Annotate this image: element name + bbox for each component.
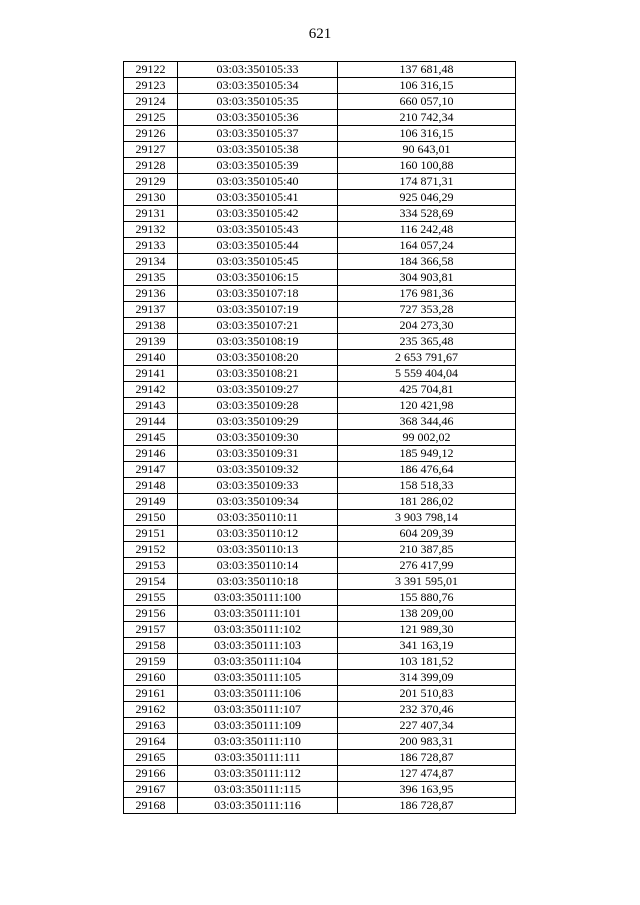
cadastral-number-cell: 03:03:350110:14 [178, 558, 338, 574]
value-cell: 127 474,87 [338, 766, 516, 782]
value-cell: 138 209,00 [338, 606, 516, 622]
row-number-cell: 29125 [124, 110, 178, 126]
table-row [124, 174, 516, 190]
table-row [124, 414, 516, 430]
cadastral-number-cell: 03:03:350107:19 [178, 302, 338, 318]
table-row [124, 318, 516, 334]
value-cell: 181 286,02 [338, 494, 516, 510]
table-row [124, 206, 516, 222]
cadastral-number-cell: 03:03:350105:34 [178, 78, 338, 94]
value-cell: 186 476,64 [338, 462, 516, 478]
table-row [124, 734, 516, 750]
table-row [124, 654, 516, 670]
value-cell: 368 344,46 [338, 414, 516, 430]
value-cell: 276 417,99 [338, 558, 516, 574]
value-cell: 232 370,46 [338, 702, 516, 718]
cadastral-number-cell: 03:03:350105:38 [178, 142, 338, 158]
row-number-cell: 29123 [124, 78, 178, 94]
value-cell: 185 949,12 [338, 446, 516, 462]
table-row [124, 542, 516, 558]
row-number-cell: 29127 [124, 142, 178, 158]
value-cell: 184 366,58 [338, 254, 516, 270]
value-cell: 176 981,36 [338, 286, 516, 302]
cadastral-number-cell: 03:03:350109:34 [178, 494, 338, 510]
table-row [124, 254, 516, 270]
row-number-cell: 29124 [124, 94, 178, 110]
cadastral-number-cell: 03:03:350109:27 [178, 382, 338, 398]
table-row [124, 270, 516, 286]
cadastral-number-cell: 03:03:350111:107 [178, 702, 338, 718]
cadastral-number-cell: 03:03:350109:33 [178, 478, 338, 494]
row-number-cell: 29151 [124, 526, 178, 542]
row-number-cell: 29168 [124, 798, 178, 814]
value-cell: 660 057,10 [338, 94, 516, 110]
table-row [124, 446, 516, 462]
row-number-cell: 29132 [124, 222, 178, 238]
table-row [124, 334, 516, 350]
row-number-cell: 29157 [124, 622, 178, 638]
table-row [124, 286, 516, 302]
row-number-cell: 29155 [124, 590, 178, 606]
table-row [124, 398, 516, 414]
value-cell: 334 528,69 [338, 206, 516, 222]
row-number-cell: 29137 [124, 302, 178, 318]
row-number-cell: 29149 [124, 494, 178, 510]
table-body [124, 62, 516, 814]
table-row [124, 110, 516, 126]
table-row [124, 462, 516, 478]
cadastral-number-cell: 03:03:350108:20 [178, 350, 338, 366]
value-cell: 235 365,48 [338, 334, 516, 350]
value-cell: 121 989,30 [338, 622, 516, 638]
value-cell: 106 316,15 [338, 78, 516, 94]
cadastral-number-cell: 03:03:350111:101 [178, 606, 338, 622]
value-cell: 210 387,85 [338, 542, 516, 558]
cadastral-number-cell: 03:03:350105:36 [178, 110, 338, 126]
cadastral-number-cell: 03:03:350109:29 [178, 414, 338, 430]
value-cell: 186 728,87 [338, 750, 516, 766]
cadastral-number-cell: 03:03:350109:31 [178, 446, 338, 462]
value-cell: 103 181,52 [338, 654, 516, 670]
table-row [124, 670, 516, 686]
value-cell: 99 002,02 [338, 430, 516, 446]
row-number-cell: 29135 [124, 270, 178, 286]
row-number-cell: 29163 [124, 718, 178, 734]
table-row [124, 750, 516, 766]
row-number-cell: 29141 [124, 366, 178, 382]
row-number-cell: 29153 [124, 558, 178, 574]
table-row [124, 686, 516, 702]
value-cell: 186 728,87 [338, 798, 516, 814]
row-number-cell: 29152 [124, 542, 178, 558]
cadastral-number-cell: 03:03:350105:42 [178, 206, 338, 222]
cadastral-number-cell: 03:03:350111:111 [178, 750, 338, 766]
cadastral-number-cell: 03:03:350106:15 [178, 270, 338, 286]
cadastral-number-cell: 03:03:350107:21 [178, 318, 338, 334]
value-cell: 201 510,83 [338, 686, 516, 702]
cadastral-number-cell: 03:03:350111:110 [178, 734, 338, 750]
cadastral-number-cell: 03:03:350111:100 [178, 590, 338, 606]
row-number-cell: 29150 [124, 510, 178, 526]
cadastral-number-cell: 03:03:350111:116 [178, 798, 338, 814]
table-row [124, 718, 516, 734]
row-number-cell: 29130 [124, 190, 178, 206]
value-cell: 396 163,95 [338, 782, 516, 798]
table-row [124, 798, 516, 814]
cadastral-number-cell: 03:03:350110:18 [178, 574, 338, 590]
value-cell: 155 880,76 [338, 590, 516, 606]
cadastral-number-cell: 03:03:350105:40 [178, 174, 338, 190]
cadastral-number-cell: 03:03:350109:28 [178, 398, 338, 414]
table-row [124, 606, 516, 622]
value-cell: 2 653 791,67 [338, 350, 516, 366]
value-cell: 137 681,48 [338, 62, 516, 78]
row-number-cell: 29140 [124, 350, 178, 366]
row-number-cell: 29164 [124, 734, 178, 750]
table-row [124, 78, 516, 94]
value-cell: 116 242,48 [338, 222, 516, 238]
table-row [124, 126, 516, 142]
value-cell: 3 391 595,01 [338, 574, 516, 590]
row-number-cell: 29162 [124, 702, 178, 718]
row-number-cell: 29146 [124, 446, 178, 462]
table-row [124, 574, 516, 590]
row-number-cell: 29158 [124, 638, 178, 654]
value-cell: 425 704,81 [338, 382, 516, 398]
row-number-cell: 29142 [124, 382, 178, 398]
table-row [124, 702, 516, 718]
cadastral-number-cell: 03:03:350105:33 [178, 62, 338, 78]
table-row [124, 766, 516, 782]
row-number-cell: 29161 [124, 686, 178, 702]
value-cell: 727 353,28 [338, 302, 516, 318]
cadastral-number-cell: 03:03:350107:18 [178, 286, 338, 302]
row-number-cell: 29148 [124, 478, 178, 494]
row-number-cell: 29129 [124, 174, 178, 190]
row-number-cell: 29147 [124, 462, 178, 478]
row-number-cell: 29131 [124, 206, 178, 222]
table-row [124, 558, 516, 574]
value-cell: 304 903,81 [338, 270, 516, 286]
value-cell: 210 742,34 [338, 110, 516, 126]
table-row [124, 590, 516, 606]
value-cell: 604 209,39 [338, 526, 516, 542]
cadastral-number-cell: 03:03:350105:43 [178, 222, 338, 238]
cadastral-number-cell: 03:03:350111:105 [178, 670, 338, 686]
value-cell: 90 643,01 [338, 142, 516, 158]
row-number-cell: 29154 [124, 574, 178, 590]
row-number-cell: 29133 [124, 238, 178, 254]
row-number-cell: 29159 [124, 654, 178, 670]
cadastral-number-cell: 03:03:350105:41 [178, 190, 338, 206]
row-number-cell: 29136 [124, 286, 178, 302]
table-row [124, 430, 516, 446]
cadastral-number-cell: 03:03:350105:44 [178, 238, 338, 254]
value-cell: 158 518,33 [338, 478, 516, 494]
value-cell: 341 163,19 [338, 638, 516, 654]
cadastral-number-cell: 03:03:350105:39 [178, 158, 338, 174]
table-row [124, 638, 516, 654]
cadastral-number-cell: 03:03:350108:19 [178, 334, 338, 350]
cadastral-number-cell: 03:03:350111:115 [178, 782, 338, 798]
cadastral-number-cell: 03:03:350110:13 [178, 542, 338, 558]
cadastral-number-cell: 03:03:350111:103 [178, 638, 338, 654]
cadastral-number-cell: 03:03:350105:35 [178, 94, 338, 110]
table-row [124, 782, 516, 798]
table-row [124, 238, 516, 254]
cadastral-value-table [123, 61, 516, 814]
table-row [124, 382, 516, 398]
value-cell: 174 871,31 [338, 174, 516, 190]
row-number-cell: 29138 [124, 318, 178, 334]
row-number-cell: 29166 [124, 766, 178, 782]
value-cell: 200 983,31 [338, 734, 516, 750]
cadastral-number-cell: 03:03:350108:21 [178, 366, 338, 382]
table-row [124, 526, 516, 542]
table-row [124, 366, 516, 382]
value-cell: 164 057,24 [338, 238, 516, 254]
table-row [124, 494, 516, 510]
cadastral-number-cell: 03:03:350109:30 [178, 430, 338, 446]
table-row [124, 142, 516, 158]
row-number-cell: 29160 [124, 670, 178, 686]
row-number-cell: 29167 [124, 782, 178, 798]
cadastral-number-cell: 03:03:350110:11 [178, 510, 338, 526]
cadastral-number-cell: 03:03:350105:37 [178, 126, 338, 142]
table-row [124, 350, 516, 366]
table-row [124, 222, 516, 238]
row-number-cell: 29126 [124, 126, 178, 142]
cadastral-number-cell: 03:03:350105:45 [178, 254, 338, 270]
cadastral-number-cell: 03:03:350111:109 [178, 718, 338, 734]
row-number-cell: 29165 [124, 750, 178, 766]
value-cell: 3 903 798,14 [338, 510, 516, 526]
row-number-cell: 29144 [124, 414, 178, 430]
table-row [124, 510, 516, 526]
row-number-cell: 29139 [124, 334, 178, 350]
row-number-cell: 29143 [124, 398, 178, 414]
row-number-cell: 29156 [124, 606, 178, 622]
table-row [124, 158, 516, 174]
cadastral-number-cell: 03:03:350111:106 [178, 686, 338, 702]
value-cell: 925 046,29 [338, 190, 516, 206]
page-number: 621 [308, 26, 332, 42]
row-number-cell: 29134 [124, 254, 178, 270]
cadastral-number-cell: 03:03:350111:112 [178, 766, 338, 782]
table-row [124, 190, 516, 206]
cadastral-number-cell: 03:03:350111:104 [178, 654, 338, 670]
row-number-cell: 29128 [124, 158, 178, 174]
row-number-cell: 29122 [124, 62, 178, 78]
cadastral-number-cell: 03:03:350109:32 [178, 462, 338, 478]
table-row [124, 62, 516, 78]
table-row [124, 302, 516, 318]
table-row [124, 622, 516, 638]
value-cell: 5 559 404,04 [338, 366, 516, 382]
value-cell: 160 100,88 [338, 158, 516, 174]
value-cell: 106 316,15 [338, 126, 516, 142]
cadastral-number-cell: 03:03:350110:12 [178, 526, 338, 542]
row-number-cell: 29145 [124, 430, 178, 446]
table-row [124, 478, 516, 494]
value-cell: 120 421,98 [338, 398, 516, 414]
table-row [124, 94, 516, 110]
value-cell: 204 273,30 [338, 318, 516, 334]
value-cell: 227 407,34 [338, 718, 516, 734]
cadastral-number-cell: 03:03:350111:102 [178, 622, 338, 638]
value-cell: 314 399,09 [338, 670, 516, 686]
